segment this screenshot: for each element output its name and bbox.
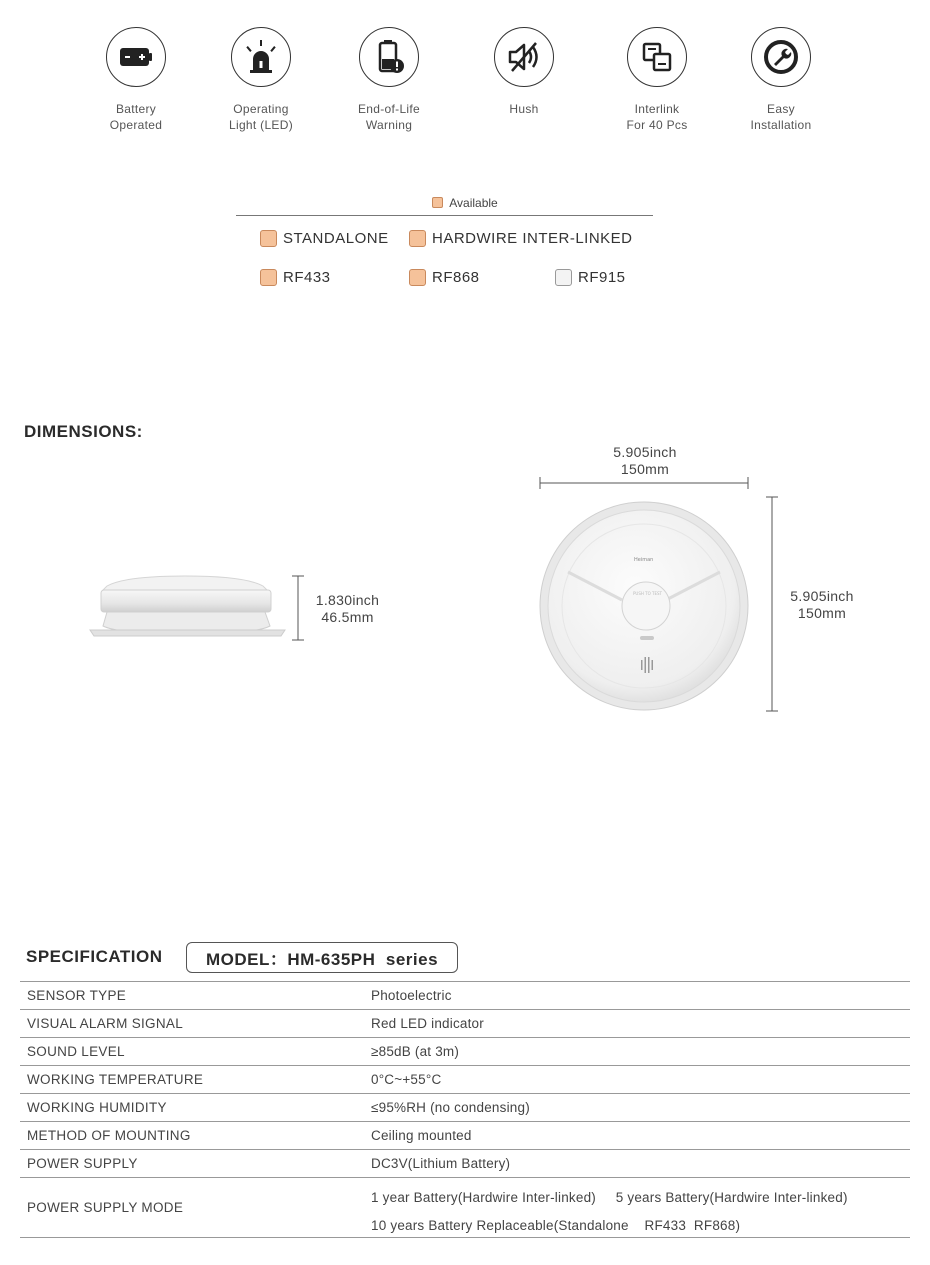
- feature-hush: [469, 27, 579, 117]
- width-inch: 5.905inch: [613, 444, 677, 460]
- spec-value: ≤95%RH (no condensing): [371, 1100, 530, 1115]
- specification-title: SPECIFICATION: [26, 947, 163, 966]
- model-badge: MODEL：HM-635PH series: [186, 942, 458, 973]
- spec-key: WORKING HUMIDITY: [27, 1100, 167, 1115]
- alarm-light-icon: [231, 27, 291, 87]
- option-label: RF868: [432, 269, 480, 286]
- feature-operating-light: [206, 27, 316, 133]
- feature-icons: [0, 27, 930, 147]
- spec-value: Red LED indicator: [371, 1016, 484, 1031]
- spec-value: Photoelectric: [371, 988, 452, 1003]
- table-row: [20, 1178, 910, 1238]
- width-dimension-line: [538, 475, 750, 491]
- battery-warning-icon: [359, 27, 419, 87]
- table-row: [20, 1150, 910, 1178]
- width-mm: 150mm: [620, 461, 670, 477]
- power-mode-line2: 10 years Battery Replaceable(Standalone RF433 RF868): [371, 1218, 741, 1233]
- spec-table: [20, 981, 910, 1238]
- feature-label-line2: Installation: [750, 118, 812, 132]
- spec-value: DC3V(Lithium Battery): [371, 1156, 511, 1171]
- availability-legend-label: Available: [449, 196, 498, 210]
- feature-label-line1: Battery: [115, 102, 157, 116]
- available-checkbox: [409, 269, 426, 286]
- option-hardwire-interlinked: [409, 230, 633, 247]
- spec-key: POWER SUPPLY: [27, 1156, 138, 1171]
- option-label: RF915: [578, 269, 626, 286]
- feature-label-line1: Interlink: [634, 102, 680, 116]
- wrench-icon: [751, 27, 811, 87]
- table-row: [20, 1122, 910, 1150]
- depth-mm: 150mm: [797, 605, 847, 621]
- feature-label-line1: End-of-Life: [358, 102, 420, 116]
- table-row: [20, 1094, 910, 1122]
- unavailable-checkbox: [555, 269, 572, 286]
- option-label: HARDWIRE INTER-LINKED: [432, 230, 633, 247]
- spec-value: Ceiling mounted: [371, 1128, 472, 1143]
- brand-mark: Heiman: [634, 557, 654, 563]
- feature-label-line1: Hush: [509, 102, 539, 116]
- dimensions-title: DIMENSIONS:: [24, 422, 143, 441]
- option-rf915: [555, 269, 626, 286]
- feature-label-line1: Easy: [767, 102, 795, 116]
- option-rf868: [409, 269, 480, 286]
- spec-value: ≥85dB (at 3m): [371, 1044, 460, 1059]
- available-swatch: [432, 197, 443, 208]
- power-mode-line1: 1 year Battery(Hardwire Inter-linked) 5 years Battery(Hardwire Inter-linked): [371, 1190, 848, 1205]
- availability-divider: [236, 215, 653, 216]
- spec-key: VISUAL ALARM SIGNAL: [27, 1016, 184, 1031]
- table-row: [20, 1038, 910, 1066]
- feature-battery: [81, 27, 191, 133]
- availability-legend: [0, 196, 930, 210]
- option-rf433: [260, 269, 331, 286]
- depth-dimension-line: [764, 496, 780, 712]
- available-checkbox: [260, 230, 277, 247]
- table-row: [20, 982, 910, 1010]
- spec-key: SOUND LEVEL: [27, 1044, 125, 1059]
- feature-interlink: [602, 27, 712, 133]
- feature-label-line2: Operated: [109, 118, 163, 132]
- ring-label: PUSH TO TEST: [633, 591, 662, 596]
- table-row: [20, 1066, 910, 1094]
- mute-speaker-icon: [494, 27, 554, 87]
- feature-label-line2: Light (LED): [229, 118, 293, 132]
- available-checkbox: [409, 230, 426, 247]
- depth-inch: 5.905inch: [790, 588, 854, 604]
- width-label: [595, 444, 695, 478]
- option-label: STANDALONE: [283, 230, 389, 247]
- interlink-icon: [627, 27, 687, 87]
- height-inch: 1.830inch: [315, 592, 380, 608]
- spec-key: METHOD OF MOUNTING: [27, 1128, 191, 1143]
- option-label: RF433: [283, 269, 331, 286]
- available-checkbox: [260, 269, 277, 286]
- detector-side-view: [85, 570, 290, 645]
- spec-key: SENSOR TYPE: [27, 988, 127, 1003]
- table-row: [20, 1010, 910, 1038]
- feature-label-line1: Operating: [233, 102, 289, 116]
- height-dimension-line: [290, 575, 306, 641]
- height-label: [310, 592, 385, 626]
- battery-icon: [106, 27, 166, 87]
- detector-top-view: [538, 500, 750, 712]
- spec-value: [371, 1178, 848, 1237]
- feature-label-line2: Warning: [365, 118, 413, 132]
- spec-value: 0°C~+55°C: [371, 1072, 442, 1087]
- feature-label-line2: For 40 Pcs: [626, 118, 688, 132]
- feature-installation: [726, 27, 836, 133]
- height-mm: 46.5mm: [321, 609, 374, 625]
- spec-key: POWER SUPPLY MODE: [27, 1200, 184, 1215]
- feature-end-of-life: [334, 27, 444, 133]
- depth-label: [782, 588, 862, 622]
- spec-key: WORKING TEMPERATURE: [27, 1072, 204, 1087]
- option-standalone: [260, 230, 389, 247]
